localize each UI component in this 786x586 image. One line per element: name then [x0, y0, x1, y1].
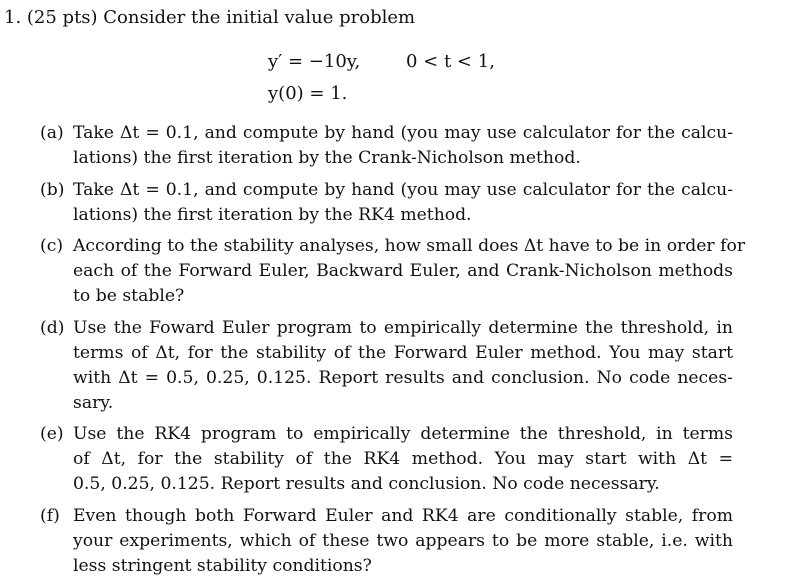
part-b: [40, 178, 740, 228]
part-text-line: Use the Foward Euler program to empirically determine the threshold, in: [73, 318, 733, 338]
part-text-line: Take Δt = 0.1, and compute by hand (you may use calculator for the calcu-: [73, 123, 733, 143]
part-text-line: each of the Forward Euler, Backward Euler, and Crank-Nicholson methods: [73, 261, 733, 281]
part-text-line: Use the RK4 program to empirically determine the threshold, in terms: [73, 424, 733, 444]
part-d: [40, 316, 740, 416]
part-label: (f): [40, 506, 60, 526]
initial-condition: y(0) = 1.: [268, 83, 348, 104]
part-text-line: to be stable?: [73, 286, 185, 306]
part-text-line: your experiments, which of these two appears to be more stable, i.e. with: [73, 531, 733, 551]
ode-domain: 0 < t < 1,: [406, 51, 495, 72]
part-text-line: lations) the first iteration by the Crank-Nicholson method.: [73, 148, 581, 168]
part-text-line: According to the stability analyses, how small does Δt have to be in order for: [73, 236, 746, 256]
part-text-line: of Δt, for the stability of the RK4 method. You may start with Δt =: [73, 449, 733, 469]
part-text-line: less stringent stability conditions?: [73, 556, 372, 576]
part-label: (d): [40, 318, 65, 338]
problem-header: 1. (25 pts) Consider the initial value problem: [4, 7, 416, 28]
part-label: (a): [40, 123, 64, 143]
part-a: [40, 121, 740, 171]
part-text-line: lations) the first iteration by the RK4 method.: [73, 205, 472, 225]
part-text-line: with Δt = 0.5, 0.25, 0.125. Report results and conclusion. No code neces-: [73, 368, 733, 388]
part-text-line: terms of Δt, for the stability of the Forward Euler method. You may start: [73, 343, 733, 363]
part-e: [40, 422, 740, 497]
part-text-line: sary.: [73, 393, 114, 413]
part-label: (b): [40, 180, 65, 200]
part-label: (c): [40, 236, 64, 256]
part-label: (e): [40, 424, 64, 444]
part-c: [40, 234, 746, 309]
part-f: [40, 504, 740, 579]
part-text-line: 0.5, 0.25, 0.125. Report results and conclusion. No code necessary.: [73, 474, 660, 494]
ode-equation: y′ = −10y,: [268, 51, 361, 72]
part-text-line: Take Δt = 0.1, and compute by hand (you may use calculator for the calcu-: [73, 180, 733, 200]
part-text-line: Even though both Forward Euler and RK4 are conditionally stable, from: [73, 506, 733, 526]
